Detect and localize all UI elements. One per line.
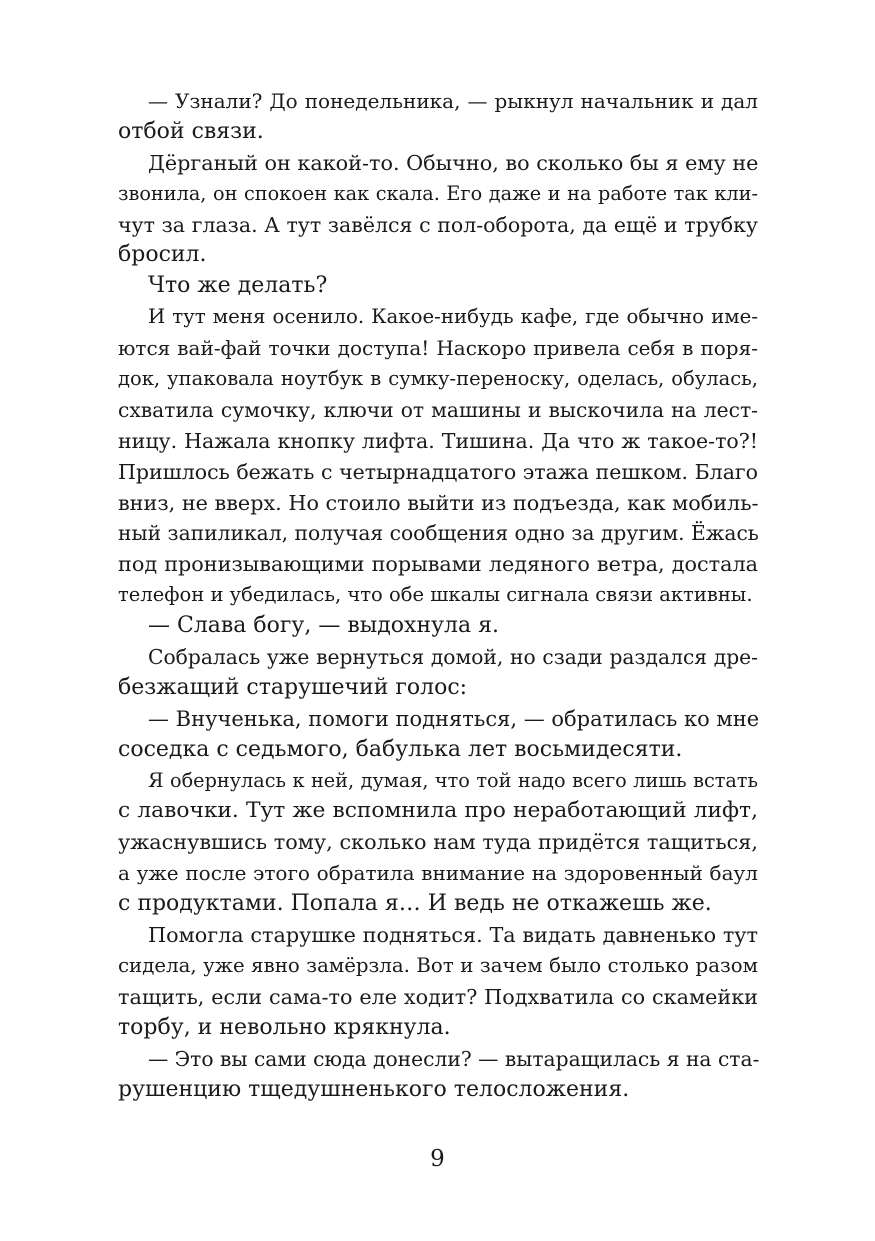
page-number: 9: [430, 1146, 445, 1172]
text-line: под пронизывающими порывами ледяного ветра, достала: [118, 552, 758, 577]
text-line: тащить, если сама-то еле ходит? Подхватила со скамейки: [118, 984, 758, 1009]
text-line: — Узнали? До понедельника, — рыкнул начальник и дал: [148, 89, 758, 113]
text-line: — Это вы сами сюда донесли? — вытаращилась я на ста-: [148, 1046, 760, 1071]
text-line: Собралась уже вернуться домой, но сзади раздался дре-: [148, 645, 758, 670]
text-line: вниз, не вверх. Но стоило выйти из подъезда, как мобиль-: [118, 490, 759, 515]
text-line: — Внученька, помоги подняться, — обратилась ко мне: [148, 706, 760, 731]
text-line: Пришлось бежать с четырнадцатого этажа пешком. Благо: [118, 459, 758, 484]
text-line: ницу. Нажала кнопку лифта. Тишина. Да что ж такое-то?!: [118, 428, 758, 453]
text-line: отбой связи.: [118, 118, 264, 144]
text-line: схватила сумочку, ключи от машины и выскочила на лест-: [118, 397, 758, 422]
text-line: Я обернулась к ней, думая, что той надо всего лишь встать: [148, 768, 758, 792]
text-line: Дёрганый он какой-то. Обычно, во сколько бы я ему не: [148, 150, 759, 175]
text-line: ный запиликал, получая сообщения одно за другим. Ёжась: [118, 521, 759, 546]
text-line: рушенцию тщедушненького телосложения.: [118, 1076, 630, 1102]
text-line: телефон и убедилась, что обе шкалы сигнала связи активны.: [118, 583, 753, 607]
text-line: сидела, уже явно замёрзла. Вот и зачем было столько разом: [118, 953, 758, 977]
text-line: а уже после этого обратила внимание на здоровенный баул: [118, 861, 758, 886]
text-line: — Слава богу, — выдохнула я.: [148, 613, 500, 639]
text-line: звонила, он спокоен как скала. Его даже и на работе так кли-: [118, 181, 758, 205]
text-line: док, упаковала ноутбук в сумку-переноску, оделась, обулась,: [118, 367, 758, 391]
text-line: безжащий старушечий голос:: [118, 674, 468, 700]
text-line: Помогла старушке подняться. Та видать давненько тут: [148, 923, 758, 948]
text-line: И тут меня осенило. Какое-нибудь кафе, где обычно име-: [148, 305, 758, 329]
text-line: торбу, и невольно крякнула.: [118, 1014, 451, 1040]
body-text: [118, 86, 758, 1105]
text-line: с лавочки. Тут же вспомнила про неработающий лифт,: [118, 798, 758, 824]
text-line: чут за глаза. А тут завёлся с пол-оборота, да ещё и трубку: [118, 212, 758, 237]
text-line: ужаснувшись тому, сколько нам туда придётся тащиться,: [118, 830, 758, 855]
text-line: ются вай-фай точки доступа! Наскоро привела себя в поря-: [118, 336, 758, 361]
text-line: соседка с седьмого, бабулька лет восьмидесяти.: [118, 736, 683, 762]
text-line: бросил.: [118, 242, 207, 268]
text-line: с продуктами. Попала я… И ведь не откажешь же.: [118, 891, 712, 917]
text-line: Что же делать?: [148, 273, 328, 299]
